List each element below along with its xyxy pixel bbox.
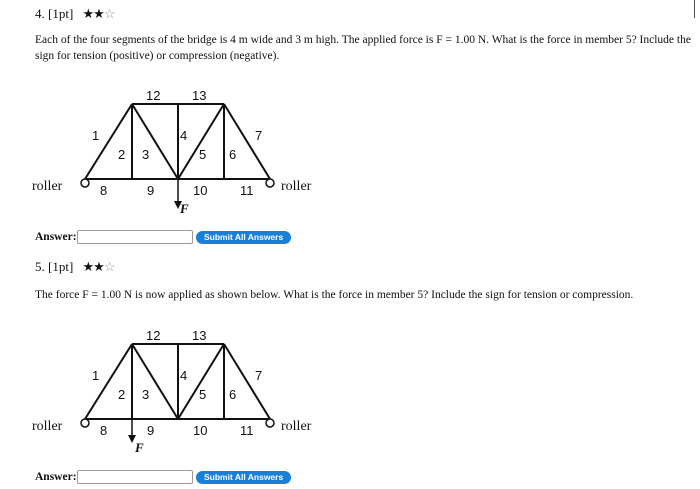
question-4-text: Each of the four segments of the bridge is 4 m wide and 3 m high. The applied force is F = 1.00 N. What is the force in member 5? Include the sign for tension (positive) or compression (negative).: [35, 34, 691, 62]
member-label-12: 12: [146, 328, 161, 343]
member-label-5: 5: [199, 387, 207, 402]
question-5-text: The force F = 1.00 N is now applied as shown below. What is the force in member 5? Include the sign for tension or compression.: [35, 289, 634, 301]
member-label-1: 1: [92, 368, 100, 383]
member-label-10: 10: [193, 423, 208, 438]
difficulty-stars-icon: [83, 6, 115, 21]
member-label-6: 6: [229, 387, 237, 402]
member-label-9: 9: [147, 423, 155, 438]
answer-input-q5[interactable]: [77, 470, 193, 484]
member-label-7: 7: [255, 368, 263, 383]
scrollbar-indicator[interactable]: [694, 0, 695, 18]
member-label-9: 9: [147, 183, 155, 198]
member-label-13: 13: [192, 328, 207, 343]
right-roller-icon: [266, 179, 274, 187]
right-roller-icon: [266, 419, 274, 427]
member-label-3: 3: [142, 387, 150, 402]
left-roller-icon: [81, 179, 89, 187]
question-points: [1pt]: [48, 259, 74, 274]
member-label-11: 11: [240, 183, 254, 198]
right-support-label: roller: [281, 179, 312, 194]
left-support-label: roller: [32, 179, 63, 194]
question-number: 4.: [35, 6, 45, 21]
member-label-12: 12: [146, 88, 161, 103]
star-empty-icon: ☆: [103, 259, 115, 274]
question-number: 5.: [35, 259, 45, 274]
truss-diagram-q4: [30, 84, 330, 219]
member-label-8: 8: [100, 423, 108, 438]
question-5-header: [35, 259, 115, 275]
star-filled-icon: ★★: [82, 6, 104, 21]
left-support-label: roller: [32, 419, 63, 434]
member-label-8: 8: [100, 183, 108, 198]
member-label-11: 11: [240, 423, 254, 438]
answer-label: Answer:: [35, 471, 77, 483]
member-label-4: 4: [180, 128, 188, 143]
answer-input-q4[interactable]: [77, 230, 193, 244]
member-label-1: 1: [92, 128, 100, 143]
truss-diagram-q5: [30, 324, 330, 459]
left-roller-icon: [81, 419, 89, 427]
truss-members: [85, 104, 270, 179]
member-label-6: 6: [229, 147, 237, 162]
member-label-2: 2: [118, 147, 126, 162]
question-points: [1pt]: [48, 6, 74, 21]
force-label: F: [135, 440, 144, 455]
submit-all-answers-button[interactable]: Submit All Answers: [196, 471, 291, 484]
star-filled-icon: ★★: [82, 259, 104, 274]
member-label-4: 4: [180, 368, 188, 383]
question-4-header: [35, 6, 115, 22]
truss-members: [85, 344, 270, 419]
submit-all-answers-button[interactable]: Submit All Answers: [196, 231, 291, 244]
answer-label: Answer:: [35, 231, 77, 243]
member-label-13: 13: [192, 88, 207, 103]
star-empty-icon: ☆: [103, 6, 115, 21]
difficulty-stars-icon: [83, 259, 115, 274]
force-label: F: [180, 201, 189, 216]
member-label-7: 7: [255, 128, 263, 143]
member-label-2: 2: [118, 387, 126, 402]
member-label-5: 5: [199, 147, 207, 162]
member-label-3: 3: [142, 147, 150, 162]
right-support-label: roller: [281, 419, 312, 434]
member-label-10: 10: [193, 183, 208, 198]
